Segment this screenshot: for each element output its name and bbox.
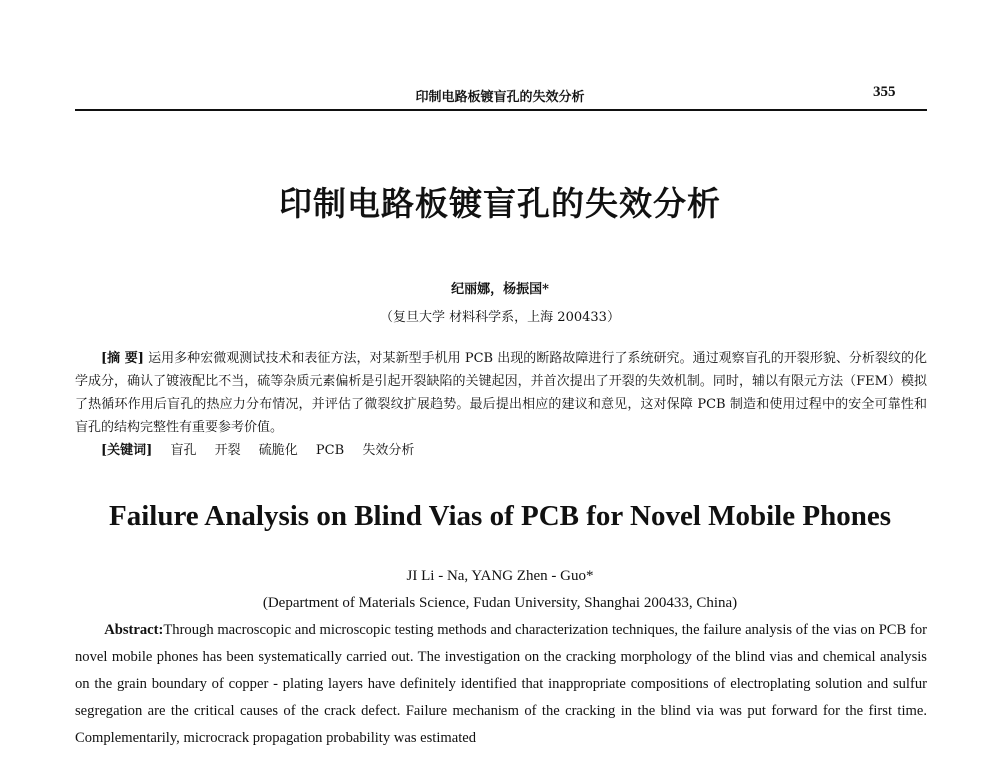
en-affiliation: (Department of Materials Science, Fudan University, Shanghai 200433, China): [262, 595, 738, 611]
cn-abstract: [75, 347, 927, 439]
keyword: 硫脆化: [258, 443, 298, 458]
cn-title: 印制电路板镀盲孔的失效分析: [279, 184, 721, 223]
header-rule: [75, 109, 927, 111]
keyword: 盲孔: [170, 443, 197, 458]
cn-affiliation: （复旦大学 材料科学系，上海 200433）: [380, 310, 620, 325]
en-abstract-label: Abstract:: [104, 622, 164, 638]
running-title: 印制电路板镀盲孔的失效分析: [415, 90, 585, 105]
cn-authors: 纪丽娜，杨振国*: [451, 282, 549, 297]
keyword: 开裂: [214, 443, 241, 458]
cn-keywords: [75, 439, 927, 462]
en-abstract-text: Through macroscopic and microscopic testing methods and characterization techniques, the failure analysis of the vias on PCB for novel mobile phones has been systematically carried out. The investigation on the cracking morphology of the blind vias and chemical analysis on the grain boundary of copper - plating layers have definitely identified that inappropriate compositions of electroplating solution and sulfur segregation are the critical causes of the crack defect. Failure mechanism of the cracking in the blind via was put forward for the first time. Complementarily, microcrack propagation probability was estimated: [75, 622, 927, 746]
cn-abstract-text: 运用多种宏微观测试技术和表征方法，对某新型手机用 PCB 出现的断路故障进行了系统研究。通过观察盲孔的开裂形貌、分析裂纹的化学成分，确认了镀液配比不当，硫等杂质元素偏析是引起开裂缺陷的关键起因，并首次提出了开裂的失效机制。同时，辅以有限元方法（FEM）模拟了热循环作用后盲孔的热应力分布情况，并评估了微裂纹扩展趋势。最后提出相应的建议和意见，这对保障 PCB 制造和使用过程中的安全可靠性和盲孔的结构完整性有重要参考价值。: [75, 351, 928, 435]
keyword: PCB: [315, 443, 345, 458]
cn-keywords-label: [关键词]: [101, 443, 153, 458]
en-abstract: [75, 617, 927, 752]
en-authors: JI Li - Na, YANG Zhen - Guo*: [406, 568, 594, 584]
cn-abstract-label: [摘 要]: [101, 351, 144, 366]
en-title: Failure Analysis on Blind Vias of PCB for Novel Mobile Phones: [108, 500, 891, 532]
page-number: 355: [873, 84, 896, 100]
keyword: 失效分析: [362, 443, 415, 458]
